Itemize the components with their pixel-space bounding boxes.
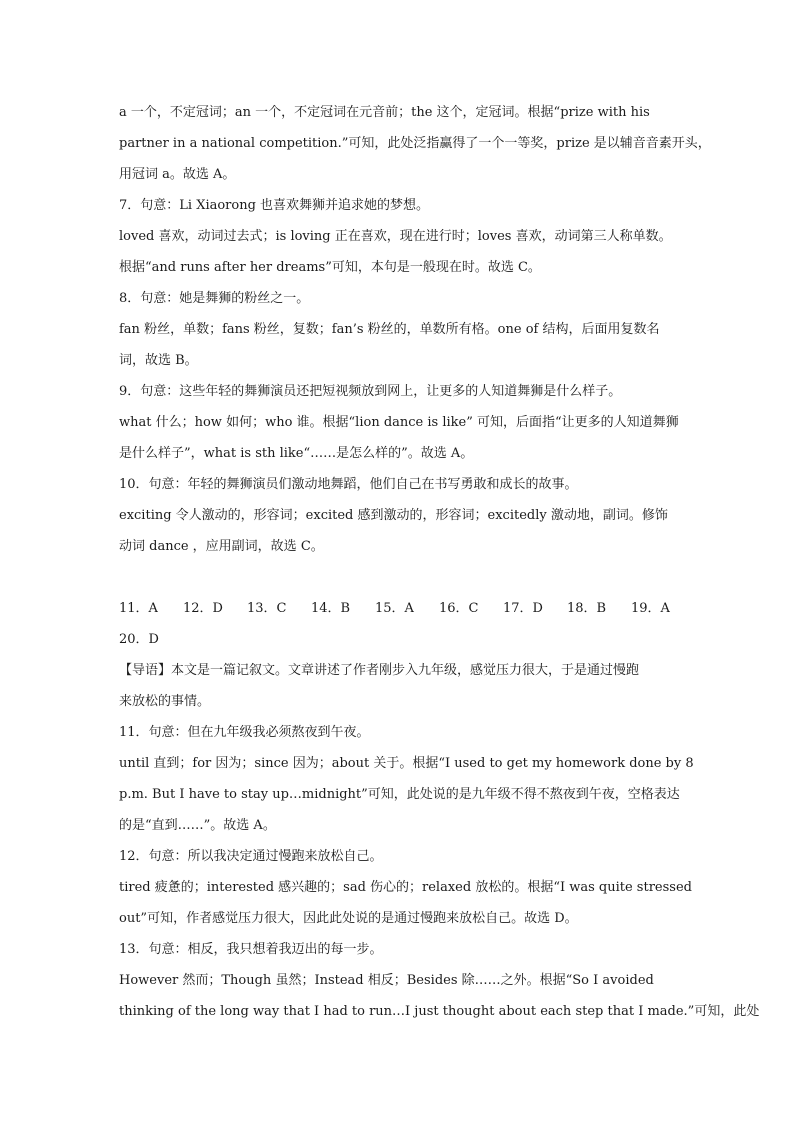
answer-key-item: 18．B <box>567 601 607 616</box>
answer-key-item: 13．C <box>247 601 287 616</box>
text-line: 来放松的事情。 <box>119 694 211 709</box>
text-line: 8．句意：她是舞狮的粉丝之一。 <box>119 291 310 306</box>
text-line: fan 粉丝，单数；fans 粉丝，复数；fan’s 粉丝的，单数所有格。one of 结构，后面用复数名 <box>119 322 660 337</box>
text-line: However 然而；Though 虽然；Instead 相反；Besides 除……之外。根据“So I avoided <box>119 973 654 988</box>
text-line: until 直到；for 因为；since 因为；about 关于。根据“I used to get my homework done by 8 <box>119 756 694 771</box>
answer-key-item: 15．A <box>375 601 414 616</box>
text-line: 11．句意：但在九年级我必须熬夜到午夜。 <box>119 725 370 740</box>
answer-key-row <box>119 596 689 627</box>
text-line: 词，故选 B。 <box>119 353 198 368</box>
text-line: 9．句意：这些年轻的舞狮演员还把短视频放到网上，让更多的人知道舞狮是什么样子。 <box>119 384 622 399</box>
text-line: exciting 令人激动的，形容词；excited 感到激动的，形容词；excitedly 激动地，副词。修饰 <box>119 508 668 523</box>
text-line: tired 疲惫的；interested 感兴趣的；sad 伤心的；relaxed 放松的。根据“I was quite stressed <box>119 880 692 895</box>
text-line: 12．句意：所以我决定通过慢跑来放松自己。 <box>119 849 383 864</box>
text-line: thinking of the long way that I had to run…I just thought about each step that I made.”可知，此处 <box>119 1004 760 1019</box>
text-line: a 一个，不定冠词；an 一个，不定冠词在元音前；the 这个，定冠词。根据“prize with his <box>119 105 650 120</box>
text-line: p.m. But I have to stay up…midnight”可知，此处说的是九年级不得不熬夜到午夜，空格表达 <box>119 787 680 802</box>
text-line: partner in a national competition.”可知，此处泛指赢得了一个一等奖，prize 是以辅音音素开头， <box>119 136 711 151</box>
blank-line <box>119 565 689 596</box>
answer-key-item: 19．A <box>631 601 670 616</box>
text-line: 根据“and runs after her dreams”可知，本句是一般现在时。故选 C。 <box>119 260 541 275</box>
text-line: 动词 dance ，应用副词，故选 C。 <box>119 539 324 554</box>
answer-explanations <box>119 100 760 1030</box>
text-line: 13．句意：相反，我只想着我迈出的每一步。 <box>119 942 383 957</box>
answer-key-item: 16．C <box>439 601 479 616</box>
text-line: 是什么样子”，what is sth like“……是怎么样的”。故选 A。 <box>119 446 474 461</box>
text-line: out”可知，作者感觉压力很大，因此此处说的是通过慢跑来放松自己。故选 D。 <box>119 911 578 926</box>
text-line: 7．句意：Li Xiaorong 也喜欢舞狮并追求她的梦想。 <box>119 198 430 213</box>
text-line: 【导语】本文是一篇记叙文。文章讲述了作者刚步入九年级，感觉压力很大，于是通过慢跑 <box>119 663 640 678</box>
text-line: 10．句意：年轻的舞狮演员们激动地舞蹈，他们自己在书写勇敢和成长的故事。 <box>119 477 578 492</box>
text-line: 的是“直到……”。故选 A。 <box>119 818 276 833</box>
answer-key-item: 20．D <box>119 632 159 647</box>
text-line: 用冠词 a。故选 A。 <box>119 167 236 182</box>
answer-key-item: 14．B <box>311 601 351 616</box>
text-line: loved 喜欢，动词过去式；is loving 正在喜欢，现在进行时；loves 喜欢，动词第三人称单数。 <box>119 229 672 244</box>
text-line: what 什么；how 如何；who 谁。根据“lion dance is like” 可知，后面指“让更多的人知道舞狮 <box>119 415 679 430</box>
answer-key-item: 11．A <box>119 601 158 616</box>
answer-key-item: 12．D <box>183 601 223 616</box>
answer-key-item: 17．D <box>503 601 543 616</box>
